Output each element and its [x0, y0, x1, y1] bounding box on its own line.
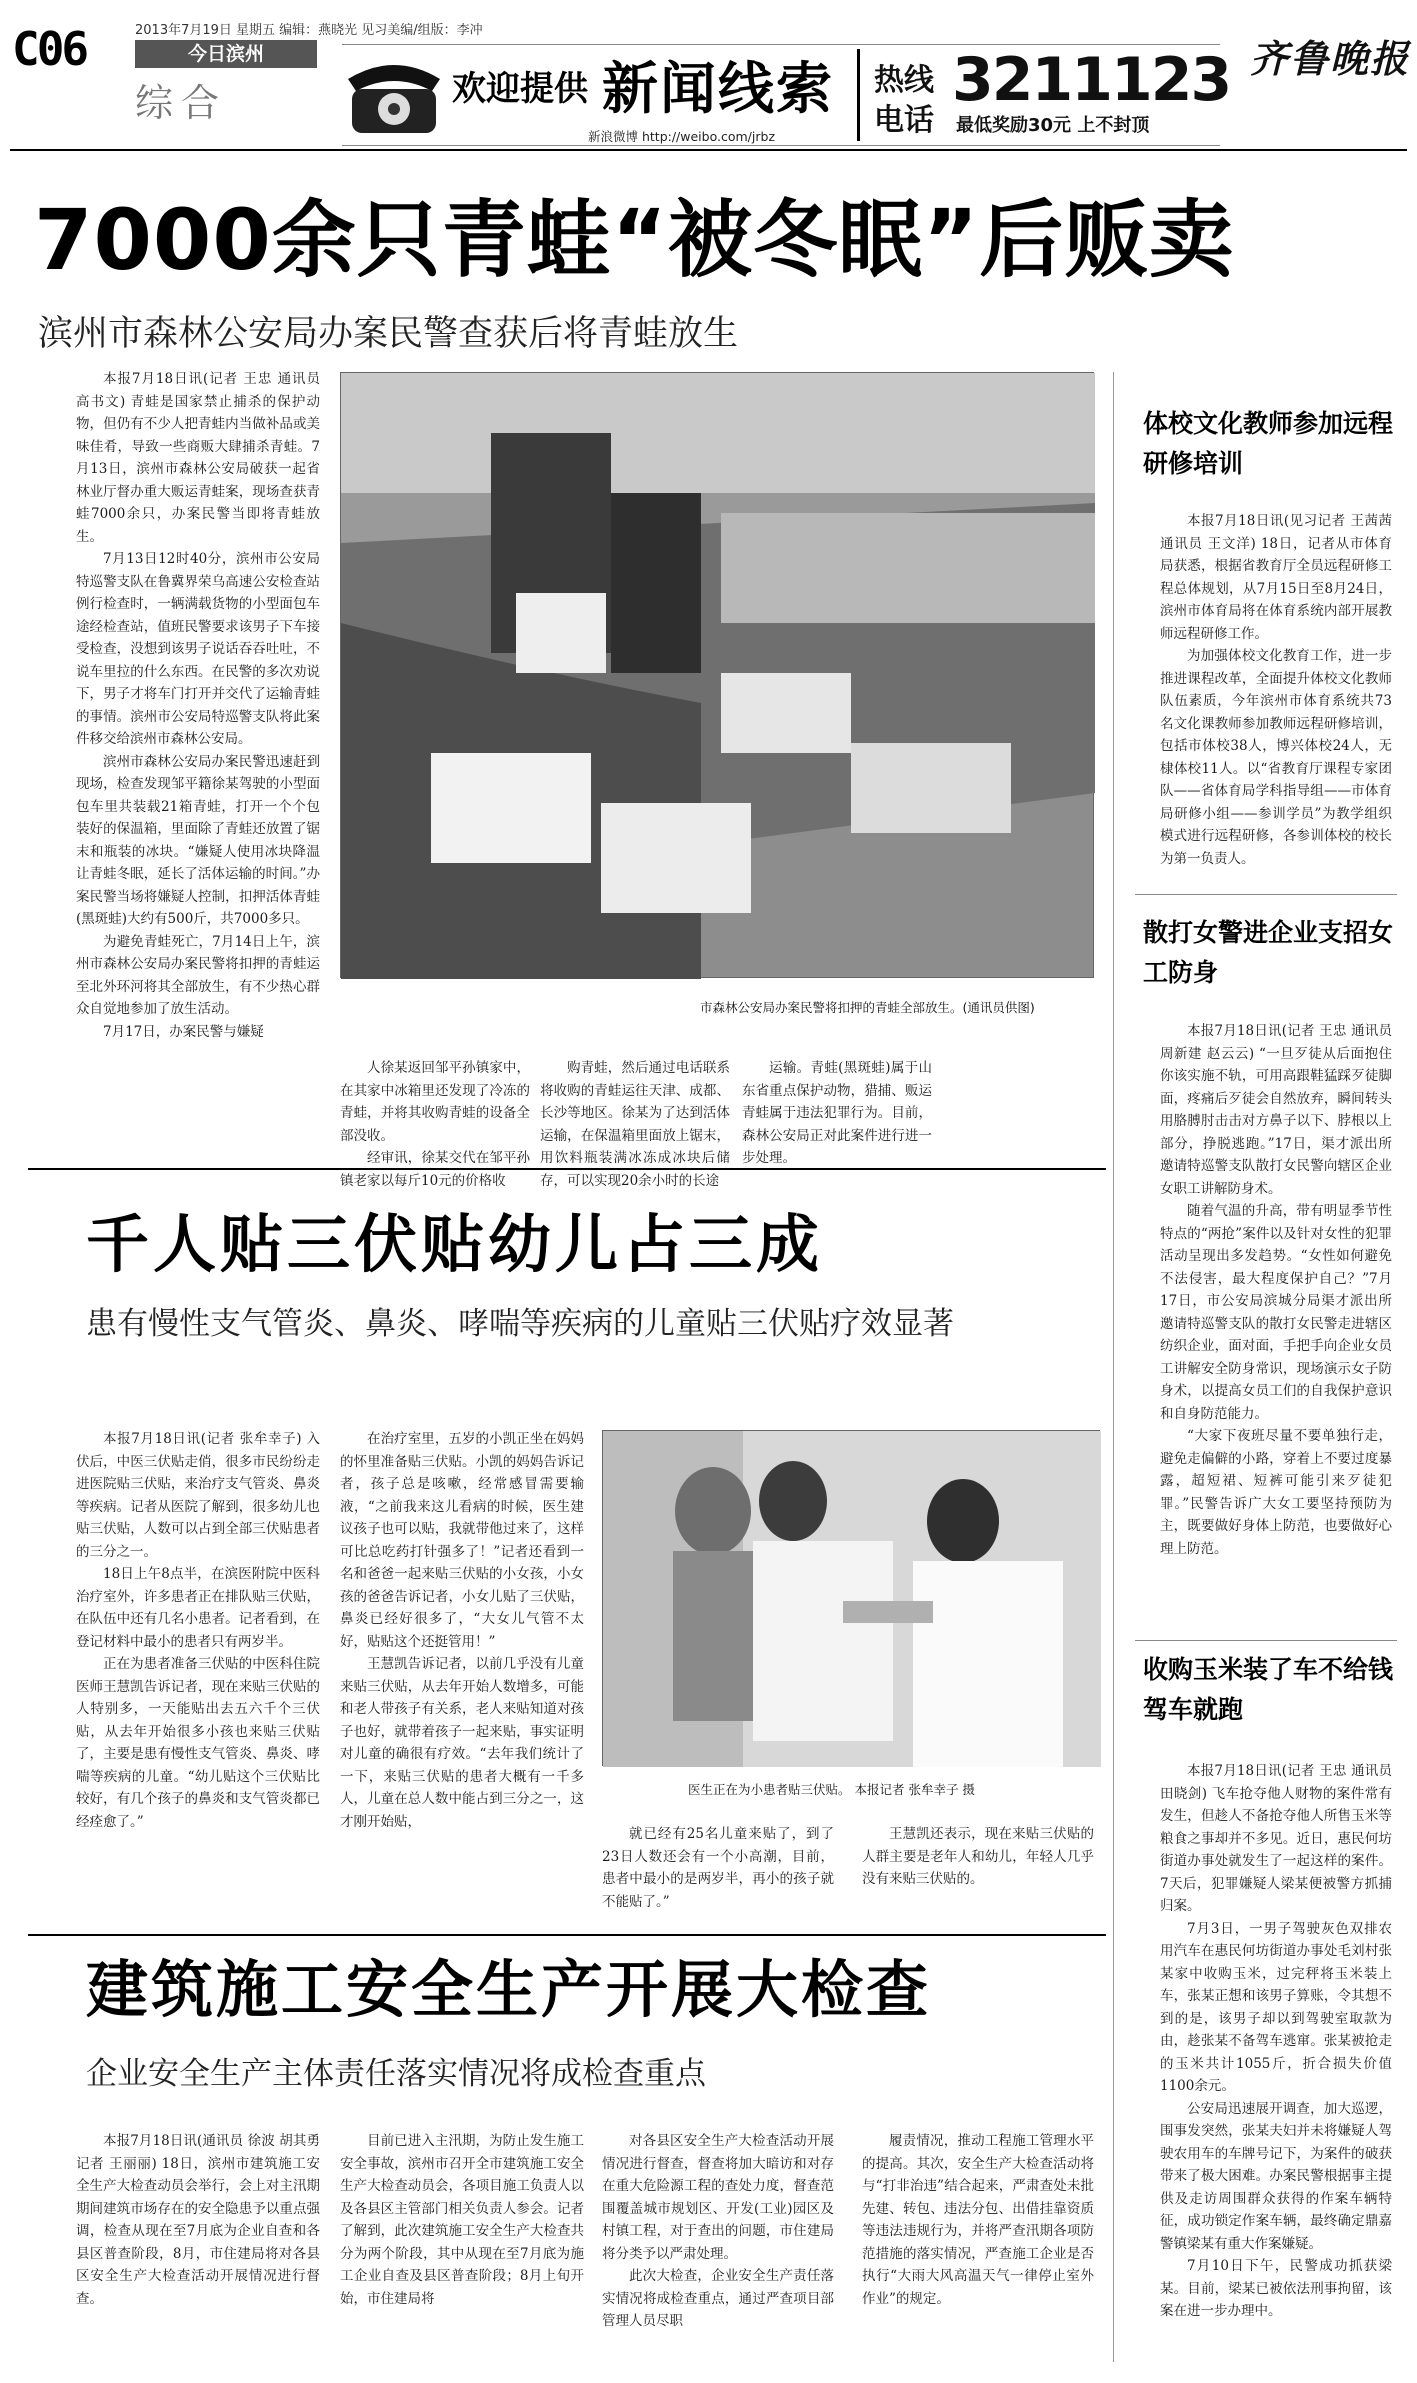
column-divider — [1113, 372, 1114, 2362]
sidebar-story-corn-theft — [1160, 1760, 1392, 2360]
hotline-label-2: 电话 — [874, 103, 934, 138]
hotline-box — [857, 45, 1231, 141]
hotline-number: 3211123 — [952, 45, 1231, 115]
header-rule — [10, 149, 1407, 151]
article3-subhead: 企业安全生产主体责任落实情况将成检查重点 — [86, 2056, 706, 2092]
sidebar-divider — [1135, 894, 1397, 895]
paragraph: 王慧凯告诉记者，以前几乎没有儿童来贴三伏贴，从去年开始人数增多，可能和老人带孩子有关系，老人来贴知道对孩子也好，就带着孩子一起来贴，事实证明对儿童的确很有疗效。“去年我们统计了一下，来贴三伏贴的患者大概有一千多人，儿童在总人数中能占到三分之一，这才刚开始贴， — [340, 1656, 584, 1830]
paragraph: 经审讯，徐某交代在邹平孙镇老家以每斤10元的价格收 — [340, 1150, 530, 1189]
article1-col4 — [742, 1057, 932, 1166]
telephone-icon — [342, 57, 446, 137]
paragraph: 目前已进入主汛期，为防止发生施工安全事故，滨州市召开全市建筑施工安全生产大检查动员会，各项目施工负责人以及各县区主管部门相关负责人参会。记者了解到，此次建筑施工安全生产大检查共分为两个阶段，其中从现在至7月底为施工企业自查及县区普查阶段；8月上旬开始，市住建局将 — [340, 2133, 584, 2307]
section-divider — [28, 1934, 1106, 1936]
paragraph: 运输。青蛙(黑斑蛙)属于山东省重点保护动物，猎捕、贩运青蛙属于违法犯罪行为。目前，森林公安局正对此案件进行进一步处理。 — [742, 1060, 932, 1166]
paragraph: 随着气温的升高，带有明显季节性特点的“两抢”案件以及针对女性的犯罪活动呈现出多发趋势。“女性如何避免不法侵害，最大程度保护自己？”7月17日，市公安局滨城分局渠才派出所邀请特巡警支队的散打女民警走进辖区纺织企业，面对面，手把手向企业女员工讲解安全防身常识，现场演示女子防身术，以提高女员工们的自我保护意识和自身防范能力。 — [1160, 1203, 1392, 1422]
article2-headline: 千人贴三伏贴幼儿占三成 — [86, 1208, 823, 1281]
article2-photo-caption: 医生正在为小患者贴三伏贴。 本报记者 张牟幸子 摄 — [688, 1782, 975, 1797]
page-number: C06 — [12, 22, 87, 76]
paragraph: 本报7月18日讯(记者 张牟幸子) 入伏后，中医三伏贴走俏，很多市民纷纷走进医院贴三伏贴，来治疗支气管炎、鼻炎等疾病。记者从医院了解到，很多幼儿也贴三伏贴，人数可以占到全部三伏贴患者的三分之一。 — [76, 1431, 320, 1560]
sidebar-title-training: 体校文化教师参加远程研修培训 — [1143, 409, 1394, 478]
article3-col1 — [76, 2130, 320, 2342]
paragraph: 购青蛙，然后通过电话联系将收购的青蛙运往天津、成都、长沙等地区。徐某为了达到活体运输，在保温箱里面放上锯末，用饮料瓶装满冰冻成冰块后储存，可以实现20余小时的长途 — [540, 1060, 730, 1189]
article3-headline: 建筑施工安全生产开展大检查 — [86, 1953, 932, 2026]
hotline-label-1: 热线 — [874, 63, 934, 98]
article3-col2 — [340, 2130, 584, 2342]
paragraph: 7月13日12时40分，滨州市公安局特巡警支队在鲁冀界荣乌高速公安检查站例行检查时，一辆满载货物的小型面包车途经检查站，值班民警要求该男子下车接受检查，没想到该男子说话吞吞吐吐，不说车里拉的什么东西。在民警的多次劝说下，男子才将车门打开并交代了运输青蛙的事情。滨州市公安局特巡警支队将此案件移交给滨州市森林公安局。 — [76, 551, 320, 747]
article2-col2 — [340, 1428, 584, 1913]
paragraph: 就已经有25名儿童来贴了，到了23日人数还会有一个小高潮，目前，患者中最小的是两岁半，再小的孩子就不能贴了。” — [602, 1826, 834, 1910]
paragraph: 7月10日下午，民警成功抓获梁某。目前，梁某已被依法刑事拘留，该案在进一步办理中。 — [1160, 2258, 1392, 2319]
paragraph: 此次大检查，企业安全生产责任落实情况将成检查重点，通过严查项目部管理人员尽职 — [602, 2268, 834, 2329]
paragraph: 公安局迅速展开调查，加大巡逻，围事发突然，张某夫妇并未将嫌疑人驾驶农用车的车牌号记下，为案件的破获带来了极大困难。办案民警根据事主提供及走访周围群众获得的作案车辆特征，成功锁定作案车辆，最终确定鼎嘉警镇梁某有重大作案嫌疑。 — [1160, 2100, 1392, 2252]
paragraph: 为避免青蛙死亡，7月14日上午，滨州市森林公安局办案民警将扣押的青蛙运至北外环河将其全部放生，有不少热心群众自觉地参加了放生活动。 — [76, 933, 320, 1017]
article1-col1 — [76, 368, 320, 1150]
article2-subhead: 患有慢性支气管炎、鼻炎、哮喘等疾病的儿童贴三伏贴疗效显著 — [86, 1306, 954, 1342]
article1-col3 — [540, 1057, 730, 1189]
paragraph: 在治疗室里，五岁的小凯正坐在妈妈的怀里准备贴三伏贴。小凯的妈妈告诉记者，孩子总是咳嗽，经常感冒需要输液，“之前我来这儿看病的时候，医生建议孩子也可以贴，我就带他过来了，这样可比总吃药打针强多了！”记者还看到一名和爸爸一起来贴三伏贴的小女孩，小女孩的爸爸告诉记者，小女儿贴了三伏贴，鼻炎已经好很多了，“大女儿气管不太好，贴贴这个还挺管用！” — [340, 1431, 584, 1650]
paragraph: 王慧凯还表示，现在来贴三伏贴的人群主要是老年人和幼儿，年轻人几乎没有来贴三伏贴的。 — [862, 1826, 1094, 1887]
paragraph: 7月3日，一男子驾驶灰色双排农用汽车在惠民何坊街道办事处毛刘村张某家中收购玉米，过完秤将玉米装上车，张某正想和该男子算账，令其想不到的是，该男子却以到驾驶室取款为由，趁张某不备驾车逃窜。张某被抢走的玉米共计1055斤，折合损失价值1100余元。 — [1160, 1920, 1392, 2094]
news-tip-ad — [342, 44, 1231, 146]
paragraph: “大家下夜班尽量不要单独行走，避免走偏僻的小路，穿着上不要过度暴露，超短裙、短裤可能引来歹徒犯罪。”民警告诉广大女工要坚持预防为主，既要做好身体上防范，也要做好心理上防范。 — [1160, 1428, 1392, 1557]
sidebar-story-training — [1160, 510, 1392, 880]
section-tag: 今日滨州 — [135, 40, 317, 68]
paragraph: 滨州市森林公安局办案民警迅速赶到现场，检查发现邹平籍徐某驾驶的小型面包车里共装载21箱青蛙，打开一个个包装好的保温箱，里面除了青蛙还放置了锯末和瓶装的冰块。“嫌疑人使用冰块降温让青蛙冬眠，延长了活体运输的时间。”办案民警当场将嫌疑人控制，扣押活体青蛙(黑斑蛙)大约有500斤，共7000多只。 — [76, 753, 320, 927]
paragraph: 7月17日，办案民警与嫌疑 — [103, 1023, 264, 1040]
article3-col3 — [602, 2130, 834, 2342]
paragraph: 本报7月18日讯(记者 王忠 通讯员 周新建 赵云云) “一旦歹徒从后面抱住你该实施不轨，可用高跟鞋猛踩歹徒脚面，疼痛后歹徒会自然放弃，瞬间转头用胳膊肘击击对方鼻子以下、脖根以上部分，挣脱逃跑。”17日，渠才派出所邀请特巡警支队散打女民警向辖区企业女职工讲解防身术。 — [1160, 1023, 1392, 1197]
sidebar-title-self-defense: 散打女警进企业支招女工防身 — [1143, 918, 1394, 987]
article2-col1 — [76, 1428, 320, 1913]
article1-photo-caption: 市森林公安局办案民警将扣押的青蛙全部放生。(通讯员供图) — [700, 1000, 1035, 1015]
paragraph: 人徐某返回邹平孙镇家中，在其家中冰箱里还发现了冷冻的青蛙，并将其收购青蛙的设备全部没收。 — [340, 1060, 530, 1144]
sidebar-divider — [1135, 1640, 1397, 1641]
section-divider — [28, 1168, 1106, 1170]
date-editor-line: 2013年7月19日 星期五 编辑：燕晓光 见习美编/组版：李冲 — [135, 23, 483, 38]
frog-release-photo — [340, 372, 1094, 978]
masthead — [0, 0, 1417, 150]
paragraph: 18日上午8点半，在滨医附院中医科治疗室外，许多患者正在排队贴三伏贴，在队伍中还有几名小患者。记者看到，在登记材料中最小的患者只有两岁半。 — [76, 1566, 320, 1650]
article2-col3 — [602, 1823, 834, 1913]
paragraph: 本报7月18日讯(见习记者 王茜茜 通讯员 王文洋) 18日，记者从市体育局获悉，根据省教育厅全员远程研修工程总体规划，从7月15日至8月24日，滨州市体育局将在体育系统内部开展教师远程研修工作。 — [1160, 513, 1392, 642]
paragraph: 本报7月18日讯(记者 王忠 通讯员 高书文) 青蛙是国家禁止捕杀的保护动物，但仍有不少人把青蛙内当做补品或美味佳肴，导致一些商贩大肆捕杀青蛙。7月13日，滨州市森林公安局破获一起省林业厅督办重大贩运青蛙案，现场查获青蛙7000余只，办案民警当即将青蛙放生。 — [76, 371, 320, 545]
sidebar-story-self-defense — [1160, 1020, 1392, 1630]
newspaper-logo: 齐鲁晚报 — [1250, 36, 1411, 81]
article1-subhead: 滨州市森林公安局办案民警查获后将青蛙放生 — [38, 314, 739, 354]
article1-headline: 7000余只青蛙“被冬眠”后贩卖 — [34, 191, 1235, 289]
article1-col2 — [340, 1057, 530, 1189]
article3-col4 — [862, 2130, 1094, 2342]
paragraph: 履责情况，推动工程施工管理水平的提高。其次，安全生产大检查活动将与“打非治违”结合起来，严肃查处未批先建、转包、违法分包、出借挂靠资质等违法违规行为，并将严查汛期各项防范措施的落实情况，严查施工企业是否执行“大雨大风高温天气一律停止室外作业”的规定。 — [862, 2133, 1094, 2307]
section-name: 综合 — [135, 81, 228, 125]
reward-note: 最低奖励30元 上不封顶 — [956, 115, 1150, 136]
paragraph: 对各县区安全生产大检查活动开展情况进行督查，督查将加大暗访和对存在重大危险源工程的查处力度，督查范围覆盖城市规划区、开发(工业)园区及村镇工程，对于查出的问题，市住建局将分类予以严肃处理。 — [602, 2133, 834, 2262]
article2-col4 — [862, 1823, 1094, 1913]
ad-welcome: 欢迎提供 — [452, 69, 588, 109]
ad-weibo[interactable]: 新浪微博 http://weibo.com/jrbz — [588, 129, 776, 144]
sidebar-title-corn-theft: 收购玉米装了车不给钱驾车就跑 — [1143, 1655, 1394, 1724]
paragraph: 本报7月18日讯(记者 王忠 通讯员 田晓剑) 飞车抢夺他人财物的案件常有发生，但趁人不备抢夺他人所售玉米等粮食之事却并不多见。近日，惠民何坊街道办事处就发生了一起这样的案件。7天后，犯罪嫌疑人梁某便被警方抓捕归案。 — [1160, 1763, 1392, 1914]
medical-patch-photo — [602, 1430, 1100, 1766]
paragraph: 本报7月18日讯(通讯员 徐波 胡其勇 记者 王丽丽) 18日，滨州市建筑施工安全生产大检查动员会举行，会上对主汛期期间建筑市场存在的安全隐患予以重点强调，检查从现在至7月底为企业自查和各县区普查阶段，8月，市住建局将对各县区安全生产大检查活动开展情况进行督查。 — [76, 2133, 320, 2307]
ad-news-lead: 新闻线索 — [602, 57, 834, 122]
paragraph: 正在为患者准备三伏贴的中医科住院医师王慧凯告诉记者，现在来贴三伏贴的人特别多，一天能贴出去五六千个三伏贴，从去年开始很多小孩也来贴三伏贴了，主要是患有慢性支气管炎、鼻炎、哮喘等疾病的儿童。“幼儿贴这个三伏贴比较好，有几个孩子的鼻炎和支气管炎都已经痊愈了。” — [76, 1656, 320, 1830]
paragraph: 为加强体校文化教育工作，进一步推进课程改革，全面提升体校文化教师队伍素质，今年滨州市体育系统共73名文化课教师参加教师远程研修培训，包括市体校38人，博兴体校24人，无棣体校11人。以“省教育厅课程专家团队——省体育局学科指导组——市体育局研修小组——参训学员”为教学组织模式进行远程研修，各参训体校的校长为第一负责人。 — [1160, 648, 1392, 867]
